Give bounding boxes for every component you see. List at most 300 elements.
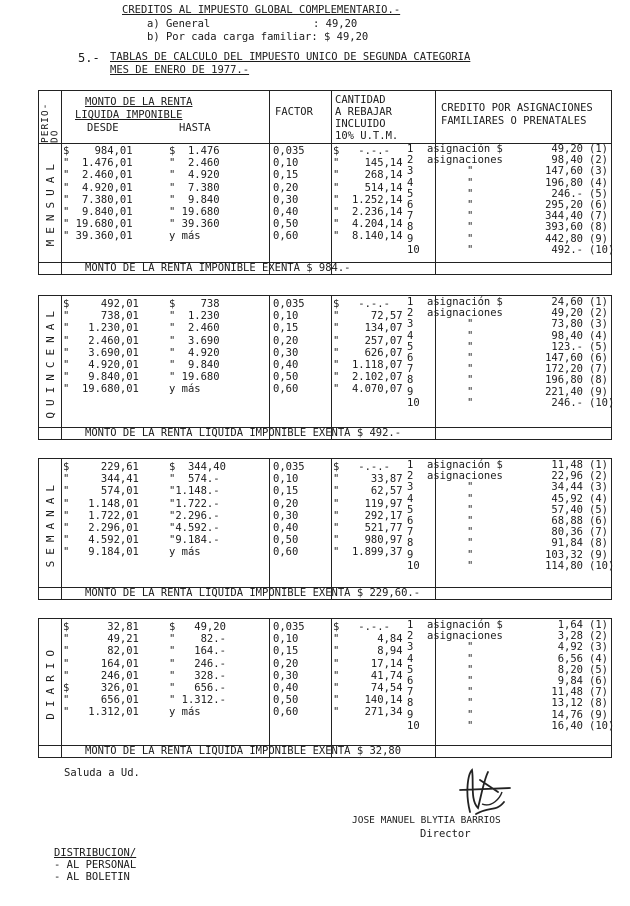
table-semanal	[38, 458, 615, 600]
credit-text: "	[467, 663, 474, 676]
credit-row	[39, 527, 611, 539]
rebaja-cell: " 62,57	[333, 485, 403, 498]
factor-cell: 0,15	[273, 645, 299, 658]
desde-cell: " 7.380,01	[63, 193, 133, 206]
rebaja-cell: " 41,74	[333, 669, 403, 682]
hasta-cell: " 19.680	[169, 206, 220, 218]
credit-text: "	[467, 318, 474, 331]
credit-row	[39, 516, 611, 528]
credit-text: "	[467, 697, 474, 710]
credit-row	[39, 494, 611, 506]
credit-count: 4	[407, 652, 414, 665]
credit-row	[39, 698, 611, 710]
credit-text: "	[467, 374, 474, 387]
credit-key: (4)	[589, 492, 608, 505]
desde-cell: " 39.360,01	[63, 230, 133, 243]
credit-text: "	[467, 363, 474, 376]
rebaja-cell: " 4.070,07	[333, 383, 403, 396]
credit-text: "	[467, 708, 474, 721]
col-header-desde: DESDE	[87, 122, 119, 134]
credit-amount: 4,92	[557, 641, 583, 654]
signer-name: JOSE MANUEL BLYTIA BARRIOS	[352, 815, 501, 826]
factor-cell: 0,10	[273, 157, 299, 170]
credit-count: 2	[407, 154, 414, 167]
desde-cell: " 1.148,01	[63, 497, 139, 510]
credit-key: (4)	[589, 329, 608, 342]
rebaja-cell: " 74,54	[333, 682, 403, 694]
credit-count: 5	[407, 503, 414, 516]
hasta-cell: y más	[169, 230, 201, 243]
credit-row	[39, 460, 611, 472]
period-label-text: SEMANAL	[43, 478, 57, 568]
hasta-cell: " 7.380	[169, 181, 220, 194]
credit-text: asignación $	[427, 296, 503, 308]
credit-amount: 103,32	[545, 548, 583, 561]
rebaja-cell: " 521,77	[333, 522, 403, 534]
rebaja-cell: " 1.899,37	[333, 546, 403, 559]
rebaja-cell: " 257,07	[333, 334, 403, 347]
credit-count: 4	[407, 492, 414, 505]
credit-amount: 344,40	[545, 210, 583, 223]
section-subtitle: MES DE ENERO DE 1977.-	[110, 64, 250, 76]
rebaja-cell: $ -.-.-	[333, 461, 390, 473]
credit-count: 10	[407, 719, 420, 732]
credit-key: (5)	[589, 663, 608, 676]
hasta-cell: $ 344,40	[169, 461, 226, 473]
rebaja-cell: " 626,07	[333, 346, 403, 359]
credit-row	[39, 642, 611, 654]
credit-amount: 57,40	[551, 503, 583, 516]
hasta-cell: " 9.840	[169, 359, 220, 371]
signer-title: Director	[420, 828, 471, 840]
credit-text: asignaciones	[427, 470, 503, 483]
credit-text: "	[467, 176, 474, 189]
credit-row	[39, 222, 611, 234]
credit-row	[39, 154, 611, 170]
factor-cell: 0,40	[273, 522, 299, 534]
credit-key: (8)	[589, 221, 608, 234]
credit-amount: 49,20	[551, 307, 583, 320]
credit-count: 6	[407, 515, 414, 527]
credit-row	[39, 331, 611, 343]
rebaja-cell: " 134,07	[333, 322, 403, 335]
hasta-cell: " 1.230	[169, 310, 220, 323]
credit-amount: 13,12	[551, 697, 583, 710]
factor-cell: 0,20	[273, 657, 299, 670]
credit-amount: 80,36	[551, 526, 583, 539]
credit-text: asignaciones	[427, 154, 503, 167]
desde-cell: $ 32,81	[63, 621, 139, 633]
credit-amount: 98,40	[551, 329, 583, 342]
distribution-item-1: - AL PERSONAL	[54, 859, 137, 871]
col-header-cantidad-2: A REBAJAR	[335, 106, 392, 118]
exempt-amount-row	[39, 262, 611, 274]
credit-key: (3)	[589, 481, 608, 494]
desde-cell: $ 326,01	[63, 682, 139, 694]
credit-count: 2	[407, 630, 414, 643]
exempt-amount-row	[39, 427, 611, 439]
credit-count: 9	[407, 232, 414, 245]
line-a-value: : 49,20	[313, 18, 358, 30]
rebaja-cell: " 4.204,14	[333, 218, 403, 231]
credit-amount: 246.-	[551, 396, 583, 409]
factor-cell: 0,50	[273, 534, 299, 547]
hasta-cell: " 1.312.-	[169, 694, 226, 707]
period-label-text: DIARIO	[43, 644, 57, 720]
credit-row	[39, 342, 611, 354]
credit-text: "	[467, 340, 474, 353]
credit-count: 10	[407, 559, 420, 572]
hasta-cell: "2.296.-	[169, 509, 220, 522]
hasta-cell: y más	[169, 546, 201, 559]
rebaja-cell: " 140,14	[333, 694, 403, 707]
credit-amount: 393,60	[545, 221, 583, 234]
credit-amount: 114,80	[545, 559, 583, 572]
credit-key: (6)	[589, 199, 608, 211]
credit-count: 8	[407, 697, 414, 710]
table-body	[39, 619, 615, 757]
desde-cell: " 82,01	[63, 645, 139, 658]
credit-amount: 3,28	[557, 630, 583, 643]
credit-row	[39, 559, 615, 573]
hasta-cell: "1.148.-	[169, 485, 220, 498]
credit-amount: 196,80	[545, 176, 583, 189]
credit-row	[39, 353, 611, 365]
credit-count: 7	[407, 686, 414, 699]
col-header-cantidad-3: INCLUIDO	[335, 118, 386, 130]
credit-key: (9)	[589, 232, 608, 245]
credit-row	[39, 482, 611, 494]
credit-row	[39, 211, 611, 223]
line-b: b) Por cada carga familiar: $ 49,20	[147, 31, 369, 43]
factor-cell: 0,60	[273, 383, 299, 396]
credit-row	[39, 297, 611, 309]
credit-count: 10	[407, 396, 420, 409]
doc-title: CREDITOS AL IMPUESTO GLOBAL COMPLEMENTARIO.-	[122, 4, 401, 16]
col-header-periodo: PERIO-DO	[39, 102, 60, 143]
credit-row	[39, 630, 611, 646]
credit-row	[39, 665, 611, 677]
hasta-cell: " 2.460	[169, 157, 220, 170]
credit-amount: 9,84	[557, 675, 583, 687]
rebaja-cell: " 33,87	[333, 473, 403, 486]
rebaja-cell: " 119,97	[333, 497, 403, 510]
rebaja-cell: " 271,34	[333, 706, 403, 719]
credit-count: 1	[407, 619, 414, 631]
credit-text: "	[467, 548, 474, 561]
table-diario	[38, 618, 615, 758]
credit-key: (5)	[589, 187, 608, 200]
credit-text: "	[467, 199, 474, 211]
credit-amount: 1,64	[557, 619, 583, 631]
credit-text: "	[467, 526, 474, 539]
credit-amount: 73,80	[551, 318, 583, 331]
hasta-cell: y más	[169, 383, 201, 396]
table-mensual	[38, 90, 615, 275]
credit-count: 2	[407, 470, 414, 483]
period-label-text: QUINCENAL	[43, 304, 57, 419]
credit-key: (8)	[589, 697, 608, 710]
credit-key: (1)	[589, 296, 608, 308]
credit-key: (3)	[589, 318, 608, 331]
rebaja-cell: $ -.-.-	[333, 145, 390, 157]
credit-amount: 172,20	[545, 363, 583, 376]
credit-count: 5	[407, 663, 414, 676]
credit-text: "	[467, 719, 474, 732]
credit-text: asignación $	[427, 143, 503, 155]
credit-key: (6)	[589, 675, 608, 687]
credit-amount: 147,60	[545, 165, 583, 178]
rebaja-cell: " 268,14	[333, 169, 403, 182]
hasta-cell: "1.722.-	[169, 497, 220, 510]
credit-key: (2)	[589, 154, 608, 167]
credit-count: 6	[407, 199, 414, 211]
factor-cell: 0,40	[273, 359, 299, 371]
col-header-cantidad-4: 10% U.T.M.	[335, 130, 399, 142]
credit-key: (1)	[589, 459, 608, 471]
hasta-cell: " 82.-	[169, 633, 226, 646]
factor-cell: 0,40	[273, 682, 299, 694]
credit-text: "	[467, 641, 474, 654]
credit-text: "	[467, 559, 474, 572]
rebaja-cell: " 4,84	[333, 633, 403, 646]
desde-cell: " 2.296,01	[63, 522, 139, 534]
credit-amount: 45,92	[551, 492, 583, 505]
credit-text: asignaciones	[427, 630, 503, 643]
credit-key: (10)	[589, 559, 615, 572]
credit-count: 3	[407, 165, 414, 178]
rebaja-cell: $ -.-.-	[333, 298, 390, 310]
credit-key: (2)	[589, 307, 608, 320]
desde-cell: " 164,01	[63, 657, 139, 670]
desde-cell: " 656,01	[63, 694, 139, 707]
rebaja-cell: " 8.140,14	[333, 230, 403, 243]
line-a-label: a) General	[147, 18, 211, 30]
credit-key: (5)	[589, 340, 608, 353]
credit-key: (7)	[589, 526, 608, 539]
credit-row	[39, 654, 611, 666]
credit-text: "	[467, 492, 474, 505]
factor-cell: 0,60	[273, 706, 299, 719]
credit-key: (7)	[589, 363, 608, 376]
factor-cell: 0,15	[273, 169, 299, 182]
credit-row	[39, 144, 611, 156]
desde-cell: " 1.476,01	[63, 157, 133, 170]
credit-key: (3)	[589, 165, 608, 178]
rebaja-cell: " 145,14	[333, 157, 403, 170]
credit-count: 8	[407, 221, 414, 234]
credit-key: (9)	[589, 708, 608, 721]
desde-cell: $ 229,61	[63, 461, 139, 473]
factor-cell: 0,50	[273, 371, 299, 384]
credit-count: 3	[407, 318, 414, 331]
factor-cell: 0,50	[273, 218, 299, 231]
credit-row	[39, 234, 611, 246]
table-body	[39, 143, 615, 274]
credit-text: "	[467, 652, 474, 665]
factor-cell: 0,035	[273, 621, 305, 633]
factor-cell: 0,035	[273, 145, 305, 157]
credit-amount: 221,40	[545, 385, 583, 398]
hasta-cell: " 19.680	[169, 371, 220, 384]
credit-row	[39, 319, 611, 331]
desde-cell: " 19.680,01	[63, 218, 133, 231]
credit-text: "	[467, 352, 474, 364]
factor-cell: 0,20	[273, 334, 299, 347]
credit-text: "	[467, 165, 474, 178]
document-header	[0, 0, 630, 80]
section-title: TABLAS DE CALCULO DEL IMPUESTO UNICO DE SEGUNDA CATEGORIA	[110, 51, 471, 63]
credit-count: 5	[407, 187, 414, 200]
credit-row	[39, 307, 611, 323]
credit-key: (2)	[589, 630, 608, 643]
exempt-amount-text: MONTO DE LA RENTA LIQUIDA IMPONIBLE EXENTA $ 229,60.-	[85, 587, 421, 599]
desde-cell: " 574,01	[63, 485, 139, 498]
col-header-monto-1: MONTO DE LA RENTA	[85, 96, 193, 108]
section-number: 5.-	[78, 51, 100, 65]
factor-cell: 0,10	[273, 473, 299, 486]
credit-key: (10)	[589, 243, 615, 256]
factor-cell: 0,30	[273, 509, 299, 522]
credit-text: "	[467, 503, 474, 516]
col-header-cantidad-1: CANTIDAD	[335, 94, 386, 106]
credit-row	[39, 719, 615, 733]
hasta-cell: " 9.840	[169, 193, 220, 206]
credit-count: 8	[407, 374, 414, 387]
credit-key: (2)	[589, 470, 608, 483]
factor-cell: 0,60	[273, 230, 299, 243]
hasta-cell: " 328.-	[169, 669, 226, 682]
credit-text: "	[467, 385, 474, 398]
credit-amount: 68,88	[551, 515, 583, 527]
credit-row	[39, 166, 611, 178]
credit-text: "	[467, 515, 474, 527]
credit-text: "	[467, 537, 474, 550]
desde-cell: " 9.184,01	[63, 546, 139, 559]
credit-row	[39, 189, 611, 201]
credit-text: "	[467, 232, 474, 245]
factor-cell: 0,10	[273, 310, 299, 323]
desde-cell: " 738,01	[63, 310, 139, 323]
rebaja-cell: " 72,57	[333, 310, 403, 323]
credit-row	[39, 710, 611, 722]
credit-text: "	[467, 187, 474, 200]
credit-amount: 196,80	[545, 374, 583, 387]
factor-cell: 0,30	[273, 346, 299, 359]
credit-row	[39, 387, 611, 399]
credit-count: 9	[407, 708, 414, 721]
distribution-item-2: - AL BOLETIN	[54, 871, 130, 883]
hasta-cell: $ 1.476	[169, 145, 220, 157]
desde-cell: " 2.460,01	[63, 334, 139, 347]
hasta-cell: " 2.460	[169, 322, 220, 335]
hasta-cell: " 39.360	[169, 218, 220, 231]
credit-row	[39, 676, 611, 688]
col-header-hasta: HASTA	[179, 122, 211, 134]
credit-count: 7	[407, 210, 414, 223]
col-header-credito-1: CREDITO POR ASIGNACIONES	[441, 102, 593, 114]
credit-key: (6)	[589, 352, 608, 364]
credit-amount: 49,20	[551, 143, 583, 155]
credit-row	[39, 620, 611, 632]
signature-icon	[420, 762, 530, 822]
credit-key: (9)	[589, 385, 608, 398]
rebaja-cell: " 17,14	[333, 657, 403, 670]
credit-row	[39, 396, 615, 410]
credit-amount: 98,40	[551, 154, 583, 167]
factor-cell: 0,035	[273, 298, 305, 310]
credit-count: 7	[407, 526, 414, 539]
credit-key: (1)	[589, 619, 608, 631]
credit-key: (10)	[589, 719, 615, 732]
desde-cell: " 1.312,01	[63, 706, 139, 719]
credit-amount: 442,80	[545, 232, 583, 245]
desde-cell: " 344,41	[63, 473, 139, 486]
credit-key: (9)	[589, 548, 608, 561]
hasta-cell: " 246.-	[169, 657, 226, 670]
hasta-cell: " 656.-	[169, 682, 226, 694]
col-header-factor: FACTOR	[275, 106, 313, 118]
rebaja-cell: $ -.-.-	[333, 621, 390, 633]
exempt-amount-row	[39, 745, 611, 757]
credit-text: "	[467, 396, 474, 409]
credit-amount: 91,84	[551, 537, 583, 550]
hasta-cell: y más	[169, 706, 201, 719]
rebaja-cell: " 514,14	[333, 181, 403, 194]
desde-cell: " 4.592,01	[63, 534, 139, 547]
credit-amount: 147,60	[545, 352, 583, 364]
hasta-cell: " 4.920	[169, 169, 220, 182]
credit-count: 5	[407, 340, 414, 353]
desde-cell: " 19.680,01	[63, 383, 139, 396]
credit-count: 1	[407, 143, 414, 155]
desde-cell: " 246,01	[63, 669, 139, 682]
credit-count: 9	[407, 385, 414, 398]
credit-count: 4	[407, 176, 414, 189]
hasta-cell: " 3.690	[169, 334, 220, 347]
factor-cell: 0,035	[273, 461, 305, 473]
rebaja-cell: " 2.102,07	[333, 371, 403, 384]
credit-amount: 16,40	[551, 719, 583, 732]
credit-amount: 246.-	[551, 187, 583, 200]
factor-cell: 0,60	[273, 546, 299, 559]
credit-text: "	[467, 329, 474, 342]
credit-text: "	[467, 675, 474, 687]
credit-count: 7	[407, 363, 414, 376]
credit-row	[39, 687, 611, 699]
hasta-cell: "9.184.-	[169, 534, 220, 547]
rebaja-cell: " 1.118,07	[333, 359, 403, 371]
rebaja-cell: " 292,17	[333, 509, 403, 522]
credit-amount: 34,44	[551, 481, 583, 494]
table-quincenal	[38, 295, 615, 440]
factor-cell: 0,30	[273, 193, 299, 206]
factor-cell: 0,20	[273, 181, 299, 194]
rebaja-cell: " 8,94	[333, 645, 403, 658]
credit-key: (3)	[589, 641, 608, 654]
credit-amount: 492.-	[551, 243, 583, 256]
credit-text: asignaciones	[427, 307, 503, 320]
exempt-amount-text: MONTO DE LA RENTA LIQUIDA IMPONIBLE EXENTA $ 492.-	[85, 427, 402, 439]
credit-count: 8	[407, 537, 414, 550]
credit-key: (1)	[589, 143, 608, 155]
hasta-cell: $ 738	[169, 298, 220, 310]
credit-row	[39, 200, 611, 212]
period-label-text: MENSUAL	[43, 158, 57, 247]
credit-key: (8)	[589, 537, 608, 550]
credit-row	[39, 470, 611, 486]
credit-count: 6	[407, 352, 414, 364]
